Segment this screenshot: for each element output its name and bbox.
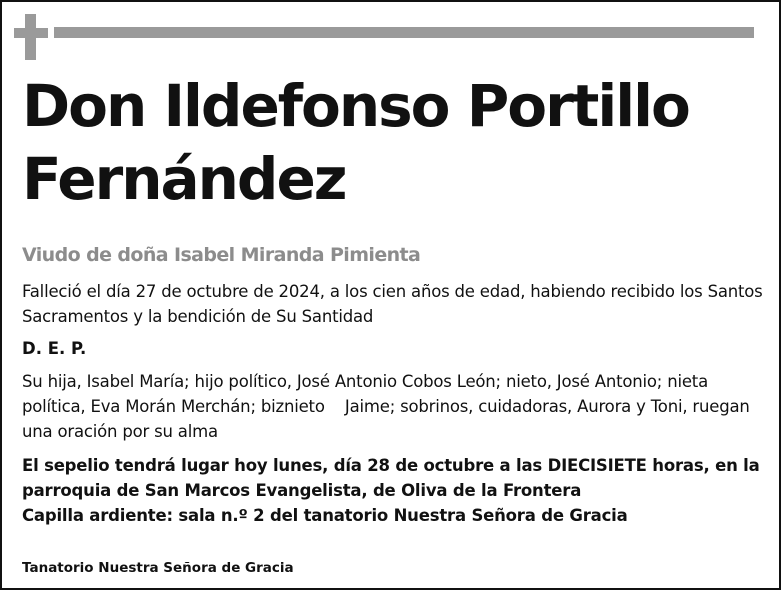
chapel-line: Capilla ardiente: sala n.º 2 del tanatorio Nuestra Señora de Gracia [22, 506, 628, 525]
dep-label: D. E. P. [22, 339, 87, 358]
death-paragraph: Falleció el día 27 de octubre de 2024, a los cien años de edad, habiendo recibido los Santos Sacramentos y la bendición de Su Santidad [22, 282, 763, 326]
header-rule [54, 27, 754, 38]
funeral-home-footer: Tanatorio Nuestra Señora de Gracia [22, 560, 294, 576]
deceased-name [22, 70, 762, 216]
family-paragraph: Su hija, Isabel María; hijo político, José Antonio Cobos León; nieto, José Antonio; nieta política, Eva Morán Merchán; biznieto Jaime; sobrinos, cuidadoras, Aurora y Toni, ruegan una oración por su alma [22, 372, 755, 441]
name-line-2: Fernández [22, 145, 346, 213]
name-line-1: Don Ildefonso Portillo [22, 72, 689, 140]
funeral-line-1: El sepelio tendrá lugar hoy lunes, día 28 de octubre a las DIECISIETE horas, en la [22, 456, 760, 475]
funeral-details [22, 453, 767, 528]
cross-icon [14, 14, 48, 60]
widow-of-line: Viudo de doña Isabel Miranda Pimienta [22, 244, 421, 266]
funeral-line-2: parroquia de San Marcos Evangelista, de Oliva de la Frontera [22, 481, 582, 500]
